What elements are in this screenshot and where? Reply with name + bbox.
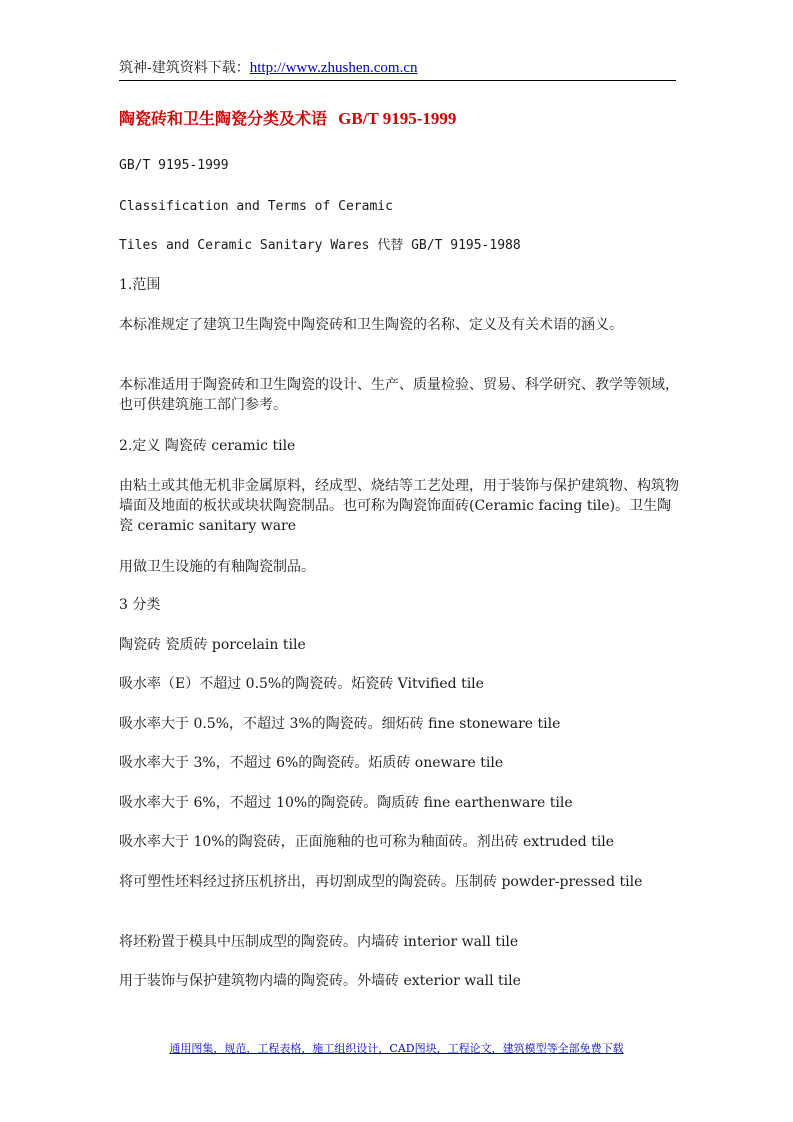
classification-interior-wall: 将坯粉置于模具中压制成型的陶瓷砖。内墙砖 interior wall tile <box>119 934 519 950</box>
classification-stoneware: 吸水率大于 3%，不超过 6%的陶瓷砖。炻质砖 oneware tile <box>119 755 504 771</box>
page-footer <box>0 1040 793 1056</box>
definition-ceramic-tile: 由粘土或其他无机非金属原料，经成型、烧结等工艺处理，用于装饰与保护建筑物、构筑物墙面及地面的板状或块状陶瓷制品。也可称为陶瓷饰面砖(Ceramic facing tile)。卫生陶瓷 ceramic sanitary ware <box>119 478 679 534</box>
footer-link[interactable]: 通用图集，规范，工程表格，施工组织设计，CAD图块，工程论文，建筑模型等全部免费下载 <box>169 1042 624 1055</box>
scope-paragraph-1: 本标准规定了建筑卫生陶瓷中陶瓷砖和卫生陶瓷的名称、定义及有关术语的涵义。 <box>119 317 623 333</box>
section-definition-heading: 2.定义 陶瓷砖 ceramic tile <box>119 438 296 454</box>
classification-earthenware: 吸水率大于 6%，不超过 10%的陶瓷砖。陶质砖 fine earthenware tile <box>119 795 573 811</box>
classification-porcelain: 陶瓷砖 瓷质砖 porcelain tile <box>119 637 306 653</box>
title-code: GB/T 9195-1999 <box>338 109 457 128</box>
classification-extruded: 吸水率大于 10%的陶瓷砖，正面施釉的也可称为釉面砖。剂出砖 extruded tile <box>119 834 615 850</box>
classification-fine-stoneware: 吸水率大于 0.5%，不超过 3%的陶瓷砖。细炻砖 fine stoneware tile <box>119 716 561 732</box>
classification-pressed: 将可塑性坯料经过挤压机挤出，再切割成型的陶瓷砖。压制砖 powder-pressed tile <box>119 874 643 890</box>
page-header <box>119 58 676 81</box>
header-label: 筑神-建筑资料下载： <box>119 60 250 76</box>
english-title-line1: Classification and Terms of Ceramic <box>119 199 393 214</box>
english-title-line2: Tiles and Ceramic Sanitary Wares 代替 GB/T 9195-1988 <box>119 238 521 253</box>
header-link[interactable]: http://www.zhushen.com.cn <box>249 60 418 76</box>
section-classification-heading: 3 分类 <box>119 597 161 613</box>
classification-exterior-wall: 用于装饰与保护建筑物内墙的陶瓷砖。外墙砖 exterior wall tile <box>119 973 521 989</box>
classification-vitrified: 吸水率（E）不超过 0.5%的陶瓷砖。炻瓷砖 Vitvified tile <box>119 676 484 692</box>
document-title <box>119 106 456 129</box>
section-scope-heading: 1.范围 <box>119 277 161 293</box>
title-text: 陶瓷砖和卫生陶瓷分类及术语 <box>119 109 328 128</box>
scope-paragraph-2: 本标准适用于陶瓷砖和卫生陶瓷的设计、生产、质量检验、贸易、科学研究、教学等领域，也可供建筑施工部门参考。 <box>119 377 679 413</box>
definition-sanitary-ware: 用做卫生设施的有釉陶瓷制品。 <box>119 559 315 575</box>
standard-code: GB/T 9195-1999 <box>119 158 229 173</box>
